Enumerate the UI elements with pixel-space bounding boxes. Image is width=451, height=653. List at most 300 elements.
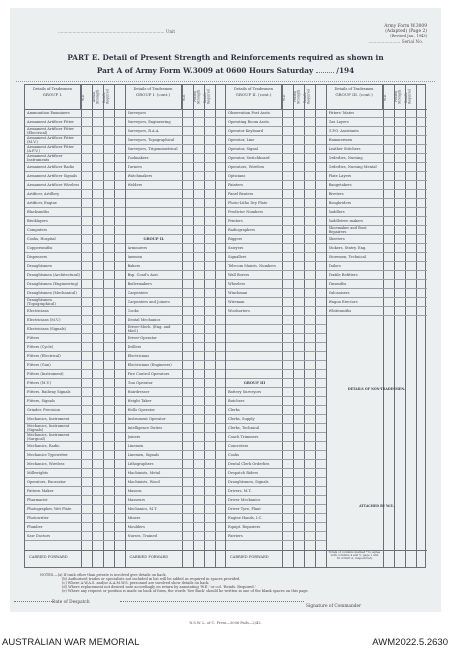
trade-name: Equipt. Repairers xyxy=(228,524,261,529)
trade-name: Wireman xyxy=(228,299,245,304)
table-row xyxy=(126,226,226,235)
table-row xyxy=(226,298,326,307)
trade-name: Dispensers xyxy=(27,254,48,259)
trade-name: Drillers xyxy=(127,344,142,349)
trade-name: Despatch Riders xyxy=(228,470,259,475)
trade-name: Operating Room Assts. xyxy=(228,119,270,124)
column-header xyxy=(327,85,428,110)
table-row xyxy=(25,469,125,478)
table-row xyxy=(126,460,226,469)
signature-label: Signature of Commander xyxy=(306,604,362,609)
table-row xyxy=(25,172,125,181)
trade-name: Bakers xyxy=(127,263,141,268)
trade-name: Ammunition Examiners xyxy=(27,110,70,115)
table-row xyxy=(25,532,125,541)
trade-name: Battery Surveyors xyxy=(228,389,262,394)
trade-name xyxy=(228,352,281,361)
trade-name: Riggers xyxy=(228,236,243,241)
table-row xyxy=(126,208,226,217)
form-number-adapted: (Adapted) (Page 2) xyxy=(385,29,427,34)
table-row xyxy=(25,154,125,163)
trade-name: Storemen, Technical xyxy=(328,254,366,259)
trade-name: Driver-Operator xyxy=(127,335,157,340)
trade-name: Signallers xyxy=(228,254,247,259)
carried-forward-label: CARRIED FORWARD xyxy=(29,555,68,559)
table-row xyxy=(226,442,326,451)
trade-name: Woolsorters xyxy=(228,308,250,313)
trade-name: Armament Artificer Fitter (M.V.) xyxy=(27,136,74,144)
trade-name: Operator, Signal xyxy=(228,146,258,151)
trade-name: Watchmakers xyxy=(127,173,153,178)
trade-name: Dental Mechanics xyxy=(127,317,161,322)
trade-name: Toolmakers xyxy=(127,155,149,160)
trade-name: Mechanics, Radio xyxy=(27,443,60,448)
table-row xyxy=(126,424,226,433)
trade-name: Armament Artificer Fitter (A.F.V.) xyxy=(27,145,74,153)
trade-name: Pharmacist xyxy=(27,497,48,502)
trade-name: Carpenters and Joiners xyxy=(127,299,170,304)
trade-name: Fitters (M.V.) xyxy=(27,380,52,385)
table-row xyxy=(226,271,326,280)
table-row xyxy=(25,379,125,388)
table-row xyxy=(226,199,326,208)
table-row xyxy=(226,370,326,379)
trade-name: Drivers, M.T. xyxy=(228,488,252,493)
form-title-year: /194 xyxy=(336,66,355,75)
trade-name: Cooks, Hospital xyxy=(27,236,56,241)
trade-name xyxy=(228,343,281,352)
table-row xyxy=(126,343,226,352)
trade-name: Computers xyxy=(27,227,48,232)
trade-name: Radiographers xyxy=(228,227,256,232)
trade-name: Miners xyxy=(127,515,141,520)
trade-name: Draughtsmen xyxy=(27,263,52,268)
trade-name: Electricians (Signals) xyxy=(27,326,66,331)
table-row xyxy=(327,307,428,316)
table-row xyxy=(327,127,428,136)
table-row xyxy=(25,388,125,397)
column-group-2 xyxy=(126,85,227,567)
table-row xyxy=(327,262,428,271)
trade-name: Armament Artificer Wireless xyxy=(27,182,80,187)
trade-name: Coppersmiths xyxy=(27,245,53,250)
table-row xyxy=(25,145,125,154)
trade-name: Millwrights xyxy=(27,470,48,475)
trade-name xyxy=(228,370,281,379)
trade-name: Surveyors, Engineering xyxy=(127,119,171,124)
trade-name: Pattern Maker xyxy=(27,488,54,493)
note-line: (b) Authorised trades or specialists not included in list will be added as required in spaces provided. xyxy=(62,577,241,582)
form-number xyxy=(384,24,427,39)
unit-line: ................................................................................ Unit xyxy=(58,29,176,34)
carried-forward-label: CARRIED FORWARD xyxy=(230,555,269,559)
table-row xyxy=(126,496,226,505)
printer-imprint: N.S.W. L. of C. Press—3006 Pads—2/43. xyxy=(189,621,262,625)
table-row xyxy=(226,406,326,415)
trade-name: Driver Tyre, Plant xyxy=(228,506,261,511)
table-row xyxy=(126,352,226,361)
table-row xyxy=(226,172,326,181)
trade-name: Fitters (Electrical) xyxy=(27,353,61,358)
trade-name: Bsp. Cond's Asst. xyxy=(127,272,159,277)
note-line: (c) Where A.W.A.S. and/or A.A.M.W.S. personnel are involved show details on back. xyxy=(62,581,210,586)
trade-name xyxy=(228,325,281,334)
table-row xyxy=(25,370,125,379)
trade-name: Height Taker xyxy=(127,398,152,403)
trade-name: Fitters, Railway Signals xyxy=(27,389,71,394)
table-row xyxy=(226,118,326,127)
table-row xyxy=(327,253,428,262)
sub-header: Reinfs. Required xyxy=(202,89,211,105)
column-header xyxy=(226,85,326,110)
trade-name: Mechanics Typewriter xyxy=(27,452,68,457)
trade-name: Concreters xyxy=(228,443,249,448)
table-row xyxy=(25,352,125,361)
trade-name: Machinists, Wood xyxy=(127,479,160,484)
trade-name: Fitters (Gun) xyxy=(27,362,51,367)
table-row xyxy=(25,406,125,415)
table-row xyxy=(126,406,226,415)
table-row xyxy=(226,244,326,253)
trade-name: Surveyors xyxy=(127,110,146,115)
trade-name: Boilermakers xyxy=(127,281,152,286)
table-row xyxy=(226,190,326,199)
table-row xyxy=(226,127,326,136)
trade-name: Artificer, Artillery xyxy=(27,191,60,196)
table-row xyxy=(327,244,428,253)
trade-name: Sawyers xyxy=(228,245,244,250)
sub-header: Posted Strength xyxy=(193,85,204,109)
trade-name: Turners xyxy=(127,164,142,169)
trade-name: Mechanics, Instrument xyxy=(27,416,70,421)
column-header xyxy=(126,85,226,110)
table-row xyxy=(327,181,428,190)
table-row xyxy=(226,415,326,424)
trade-name: Photographer, Wet Plate xyxy=(27,506,72,511)
trade-name: Operators, Wireless xyxy=(228,164,265,169)
carried-forward-row xyxy=(25,550,125,570)
table-row xyxy=(25,361,125,370)
trade-name: Wheelers xyxy=(228,281,246,286)
table-row xyxy=(126,307,226,316)
table-row xyxy=(126,505,226,514)
table-row xyxy=(25,208,125,217)
trade-name: Butchers xyxy=(228,398,245,403)
trade-name: Armament Artificer Radio xyxy=(27,164,75,169)
trade-name: Moulders xyxy=(127,524,145,529)
carried-forward-row xyxy=(226,550,326,570)
trade-name: Cooks xyxy=(127,308,139,313)
trade-name: Armament Artificer Instruments xyxy=(27,154,63,162)
table-row xyxy=(126,181,226,190)
table-row xyxy=(226,145,326,154)
table-row xyxy=(226,109,326,118)
trade-name xyxy=(228,361,281,370)
table-row xyxy=(126,127,226,136)
table-row xyxy=(25,433,125,442)
table-row xyxy=(126,244,226,253)
trade-name: Cooks xyxy=(228,452,240,457)
table-row xyxy=(327,298,428,307)
table-row xyxy=(226,316,326,325)
trade-name: Panel Beaters xyxy=(228,191,254,196)
table-row xyxy=(226,514,326,523)
table-row xyxy=(25,397,125,406)
trade-name: Mechanics, Wireless xyxy=(27,461,65,466)
form-title-line2 xyxy=(10,66,441,75)
table-row xyxy=(226,343,326,352)
table-row xyxy=(25,334,125,343)
trade-name: Dental Clerk Orderlies xyxy=(228,461,270,466)
table-row xyxy=(126,397,226,406)
table-row xyxy=(25,307,125,316)
trade-name: Gun Operator xyxy=(127,380,153,385)
details-header xyxy=(126,85,182,109)
trade-name: Painters xyxy=(228,182,243,187)
sub-header: Reinfs. Required xyxy=(303,89,311,105)
trade-name: Driver Mechanics xyxy=(228,497,261,502)
trade-name: Engine Hands, I.C. xyxy=(228,515,263,520)
trade-name: Surveyors, Trigonometrical xyxy=(127,146,178,151)
table-row xyxy=(126,253,226,262)
table-row xyxy=(327,199,428,208)
sub-header: Actual Strength xyxy=(92,85,103,109)
trade-name: Welders xyxy=(127,182,143,187)
table-row xyxy=(25,523,125,532)
trade-name: Stokers, Stntry. Eng. xyxy=(328,245,367,250)
carried-forward-row xyxy=(126,550,226,570)
table-row xyxy=(25,244,125,253)
details-header-label: Details of Tradesmen xyxy=(334,87,374,91)
table-row xyxy=(25,298,125,307)
trade-name: Farriers xyxy=(228,533,243,538)
trade-name xyxy=(128,199,181,208)
table-row xyxy=(25,217,125,226)
table-row xyxy=(25,136,125,145)
trade-name: Blacksmiths xyxy=(27,209,50,214)
group-label: GROUP II. (cont.) xyxy=(235,92,272,98)
trade-name: Masseurs xyxy=(127,497,146,502)
table-row xyxy=(327,163,428,172)
details-header xyxy=(25,85,81,109)
table-row xyxy=(226,433,326,442)
table-row xyxy=(126,199,226,208)
table-row xyxy=(327,217,428,226)
trade-name: Orderlies, Nursing xyxy=(328,155,363,160)
trade-name xyxy=(128,190,181,199)
table-row xyxy=(226,154,326,163)
table-row xyxy=(226,289,326,298)
sub-header: W.E. xyxy=(182,85,193,109)
trade-name: Electricians (Engineers) xyxy=(127,362,172,367)
table-row xyxy=(25,505,125,514)
trade-name: Draughtsmen (Architectural) xyxy=(27,272,80,277)
table-row xyxy=(25,451,125,460)
table-row xyxy=(226,505,326,514)
trade-name: Clerks, Technical xyxy=(228,425,260,430)
sub-header: Posted Strength xyxy=(394,85,405,109)
trade-name: Electricians (M.V.) xyxy=(27,317,61,322)
table-row xyxy=(226,163,326,172)
table-row xyxy=(126,532,226,541)
trade-name: Fitters (Cycle) xyxy=(27,344,54,349)
group-label: GROUP I. (cont.) xyxy=(135,92,171,98)
trade-name: Printers xyxy=(228,218,243,223)
sub-header: Posted Strength xyxy=(293,85,304,109)
table-row xyxy=(25,163,125,172)
form-title-text: Part A of Army Form W.3009 at 0600 Hours Saturday xyxy=(96,66,314,75)
form-sheet xyxy=(10,8,441,625)
table-row xyxy=(327,145,428,154)
table-row xyxy=(226,352,326,361)
note-line: NOTES.—(a) If rank other than private is involved give details on back. xyxy=(40,573,167,577)
trade-name xyxy=(128,226,181,235)
table-row xyxy=(25,487,125,496)
table-row xyxy=(327,109,428,118)
table-row xyxy=(126,136,226,145)
trade-name: Whitesmiths xyxy=(328,308,352,313)
table-row xyxy=(226,226,326,235)
table-row xyxy=(126,190,226,199)
note-line: (e) Where any request or position is made on back of form, the words 'See Back' should be written in one of the blank spaces on this page. xyxy=(62,589,309,594)
note-line: (d) Where replacement not desired note accordingly on return by annotating 'W.E.' or col. 'Reinfs. Required.' xyxy=(62,585,256,590)
trade-name: Photo-Litho Dry Plate xyxy=(228,200,268,205)
table-row xyxy=(126,262,226,271)
table-row xyxy=(25,442,125,451)
trade-name: G.P.O. Assistants xyxy=(328,128,359,133)
table-row xyxy=(226,532,326,541)
table-row xyxy=(327,154,428,163)
trade-name: Mechanics, M.T. xyxy=(127,506,158,511)
table-row xyxy=(327,271,428,280)
table-row xyxy=(25,181,125,190)
sub-header: W.E. xyxy=(282,85,293,109)
carried-forward-label: CARRIED FORWARD xyxy=(129,555,169,559)
table-row xyxy=(126,154,226,163)
table-row xyxy=(226,136,326,145)
trade-name: Driver-Mech. (Eng. and Mod.) xyxy=(127,325,171,333)
trade-name: Wagon Erectors xyxy=(328,299,358,304)
table-row xyxy=(126,289,226,298)
date-rule xyxy=(14,601,54,602)
non-tradesmen-heading: DETAILS OF NON-TRADESMEN. xyxy=(347,387,406,391)
trade-name: Orderlies, Nursing Mental xyxy=(328,164,377,169)
trade-name: Saddlers xyxy=(328,209,345,214)
trade-name: Leather Stitchers xyxy=(328,146,361,151)
trade-name: Winchman xyxy=(228,290,248,295)
trade-name: Observation Post Assts. xyxy=(228,110,271,115)
trade-name: Saw Doctors xyxy=(27,533,51,538)
table-row xyxy=(126,163,226,172)
table-row xyxy=(327,136,428,145)
trade-name: Operator, Line xyxy=(228,137,255,142)
trade-name: Masons xyxy=(127,488,142,493)
table-row xyxy=(126,217,226,226)
trade-name: Clerks xyxy=(228,407,240,412)
trade-name: Mechanics, Instrument (Signals) xyxy=(27,424,70,432)
column-header xyxy=(25,85,125,110)
trade-name: Tinsmiths xyxy=(328,281,347,286)
table-row xyxy=(126,370,226,379)
trade-name: Armourers xyxy=(127,245,148,250)
trade-name: Linemen xyxy=(127,443,144,448)
strength-table xyxy=(24,84,426,568)
table-row xyxy=(327,190,428,199)
sub-header: Reinfs. Required xyxy=(102,89,110,105)
table-row xyxy=(226,253,326,262)
trade-name: Photowriter xyxy=(27,515,49,520)
trade-name: Armament Artificer Fitter (Electrical) xyxy=(27,127,74,135)
table-row xyxy=(126,271,226,280)
table-row xyxy=(226,181,326,190)
trade-name: GROUP II. xyxy=(143,236,165,241)
table-row xyxy=(25,478,125,487)
trade-name: Nurses, Trained xyxy=(127,533,157,538)
trade-name: Carpenters xyxy=(127,290,148,295)
trade-name: Fire Control Operators xyxy=(127,371,170,376)
table-row xyxy=(126,514,226,523)
table-row xyxy=(226,379,326,388)
table-row xyxy=(226,424,326,433)
table-row xyxy=(226,523,326,532)
table-row xyxy=(25,343,125,352)
table-row xyxy=(126,280,226,289)
table-row xyxy=(25,226,125,235)
trade-name: Linemen, Signals xyxy=(127,452,159,457)
table-row xyxy=(25,127,125,136)
trade-name: Hollo Operator xyxy=(127,407,155,412)
table-row xyxy=(226,235,326,244)
table-row xyxy=(126,451,226,460)
trade-name: Roughriders xyxy=(328,200,352,205)
trade-name: Draughtsmen, Signals xyxy=(228,479,269,484)
table-row xyxy=(226,397,326,406)
group-label: GROUP III. (cont.) xyxy=(335,92,373,98)
trade-name: Wall Borers xyxy=(228,272,250,277)
table-row xyxy=(226,262,326,271)
archive-credit: AUSTRALIAN WAR MEMORIAL xyxy=(2,637,140,648)
table-row xyxy=(126,109,226,118)
trade-name: Draughtsmen (Topographical) xyxy=(27,298,56,306)
trade-name xyxy=(228,316,281,325)
table-row xyxy=(226,388,326,397)
trade-name: Sheeters xyxy=(328,236,345,241)
trade-name: Joiners xyxy=(127,434,141,439)
table-row xyxy=(25,235,125,244)
trade-name: Fitters (Instrument) xyxy=(27,371,64,376)
trade-name: GROUP III xyxy=(243,380,266,385)
trade-name: Axemen xyxy=(127,254,143,259)
table-row xyxy=(126,442,226,451)
sub-header: Reinfs. Required xyxy=(403,89,412,105)
table-row xyxy=(25,253,125,262)
table-row xyxy=(126,469,226,478)
column-group-3 xyxy=(226,85,327,567)
trade-name: Tailors xyxy=(328,263,341,268)
details-header-label: Details of Tradesmen xyxy=(133,87,173,91)
details-header-label: Details of Tradesmen xyxy=(234,87,273,91)
sub-header: W.E. xyxy=(81,85,92,109)
archive-number: AWM2022.5.2630 xyxy=(372,637,448,648)
details-header xyxy=(226,85,282,109)
table-row xyxy=(25,280,125,289)
trade-name xyxy=(128,217,181,226)
table-row xyxy=(126,388,226,397)
table-row xyxy=(226,217,326,226)
trade-name: Draughtsmen (Mechanical) xyxy=(27,290,77,295)
trade-name xyxy=(128,208,181,217)
trade-name: Shoemaker and Boot Repairers xyxy=(328,226,367,234)
